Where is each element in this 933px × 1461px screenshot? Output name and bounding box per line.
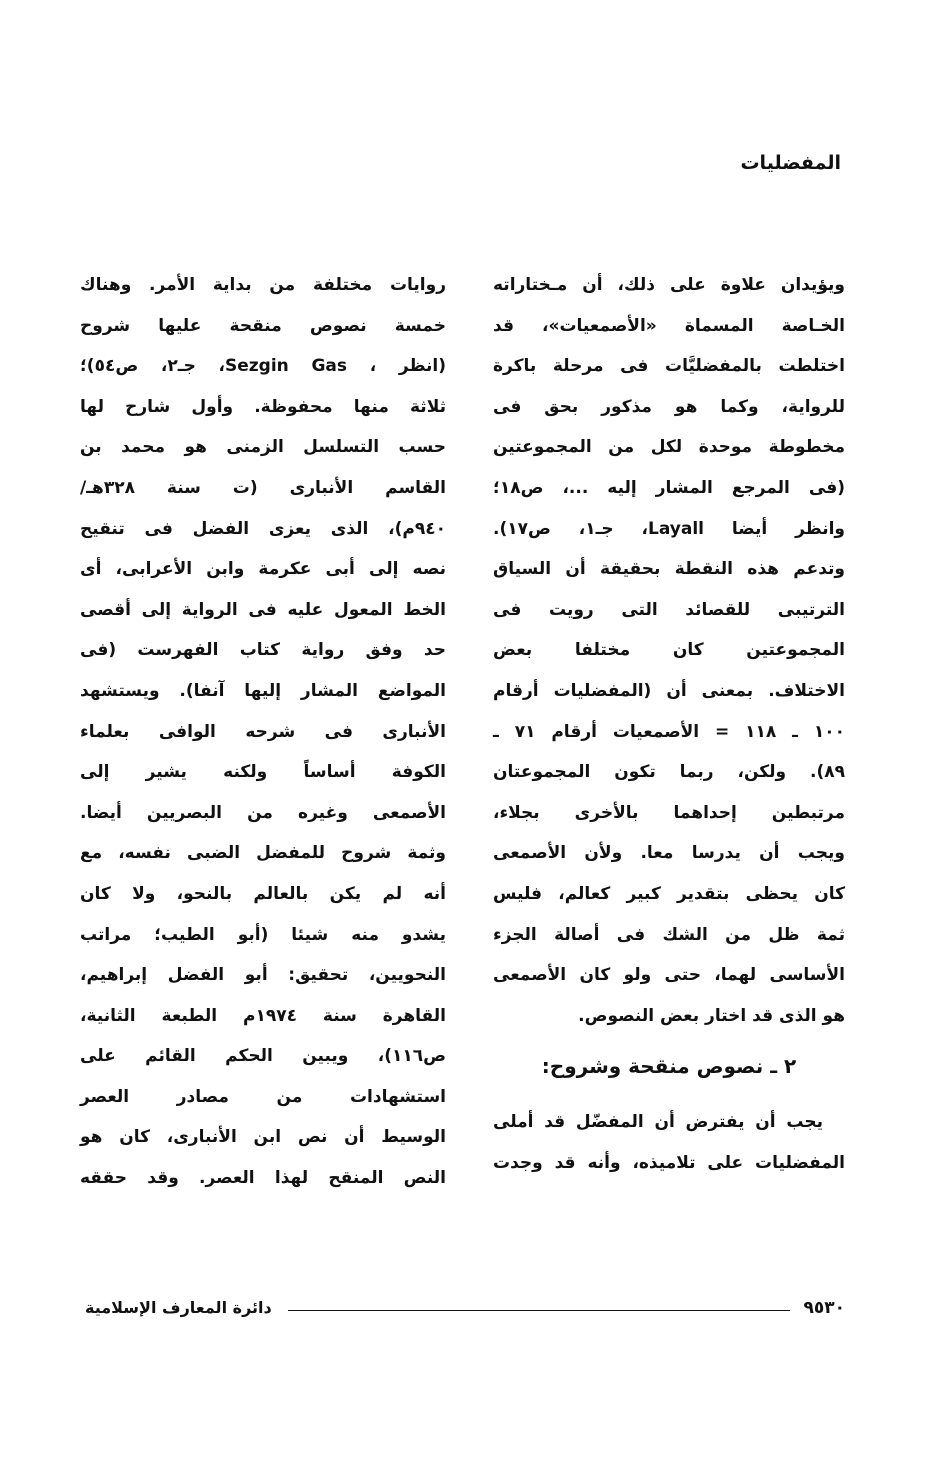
left-column (80, 265, 446, 1199)
text-line: الأنبارى فى شرحه الوافى بعلماء (80, 721, 446, 742)
text-line: الترتيبى للقصائد التى رويت فى (493, 599, 845, 620)
text-line: (انظر ، Sezgin Gas، جـ٢، ص٥٤)؛ (80, 356, 446, 377)
text-line: ٨٩). ولكن، ربما تكون المجموعتان (493, 762, 845, 783)
text-line: المواضع المشار إليها آنفا). ويستشهد (80, 680, 446, 701)
text-line: هو الذى قد اختار بعض النصوص. (578, 1005, 845, 1026)
paragraph-1 (493, 265, 845, 1036)
text-line: القاهرة سنة ١٩٧٤م الطبعة الثانية، (80, 1005, 446, 1026)
text-line: ثمة ظل من الشك فى أصالة الجزء (493, 924, 845, 945)
text-line: الخـاصة المسماة «الأصمعيات»، قد (493, 315, 845, 336)
text-line: ويؤيدان علاوة على ذلك، أن مـختاراته (493, 275, 845, 295)
text-line: خمسة نصوص منقحة عليها شروح (80, 315, 446, 336)
paragraph-left (80, 265, 446, 1199)
text-line: المجموعتين كان مختلفا بعض (493, 640, 845, 661)
journal-title: دائرة المعارف الإسلامية (85, 1298, 272, 1317)
text-line: الأساسى لهما، حتى ولو كان الأصمعى (493, 965, 845, 986)
text-line: مخطوطة موحدة لكل من المجموعتين (493, 437, 845, 458)
text-line: الخط المعول عليه فى الرواية إلى أقصى (80, 599, 446, 620)
text-line: يجب أن يفترض أن المفضّل قد أملى (493, 1112, 823, 1133)
running-head: المفضليات (740, 152, 841, 174)
text-line: يشدو منه شيئا (أبو الطيب؛ مراتب (80, 924, 446, 945)
text-line: وانظر أيضا Layall، جـ١، ص١٧). (493, 518, 845, 539)
right-column (493, 265, 845, 1183)
text-line: ١٠٠ ـ ١١٨ = الأصمعيات أرقام ٧١ ـ (493, 721, 845, 742)
text-line: (فى المرجع المشار إليه ...، ص١٨؛ (493, 477, 845, 498)
text-line: النحويين، تحقيق: أبو الفضل إبراهيم، (80, 965, 446, 986)
section-heading: ٢ ـ نصوص منقحة وشروح: (541, 1054, 797, 1079)
text-line: الاختلاف. بمعنى أن (المفضليات أرقام (493, 680, 845, 701)
text-line: اختلطت بالمفضليَّات فى مرحلة باكرة (493, 356, 845, 377)
text-line: استشهادات من مصادر العصر (80, 1086, 446, 1107)
text-line: حد وفق رواية كتاب الفهرست (فى (80, 640, 446, 661)
text-line: روايات مختلفة من بداية الأمر. وهناك (80, 275, 446, 295)
text-line: القاسم الأنبارى (ت سنة ٣٢٨هـ/ (80, 477, 446, 498)
text-line: وتدعم هذه النقطة بحقيقة أن السياق (493, 559, 845, 580)
page-footer (85, 1298, 845, 1322)
text-line: حسب التسلسل الزمنى هو محمد بن (80, 437, 446, 458)
text-line: ثلاثة منها محفوظة. وأول شارح لها (80, 396, 446, 417)
text-line: الوسيط أن نص ابن الأنبارى، كان هو (80, 1127, 446, 1148)
paragraph-2 (493, 1102, 845, 1183)
text-line: ٩٤٠م)، الذى يعزى الفضل فى تنقيح (80, 518, 446, 539)
text-line: كان يحظى بتقدير كبير كعالم، فليس (493, 883, 845, 904)
text-line: ص١١٦)، ويبين الحكم القائم على (80, 1046, 446, 1067)
text-line: نصه إلى أبى عكرمة وابن الأعرابى، أى (80, 559, 446, 580)
text-line: وثمة شروح للمفضل الضبى نفسه، مع (80, 843, 446, 864)
page-number: ٩٥٣٠ (803, 1298, 845, 1318)
text-line: المفضليات على تلاميذه، وأنه قد وجدت (493, 1152, 845, 1173)
text-line: مرتبطين إحداهما بالأخرى بجلاء، (493, 802, 845, 823)
text-line: الأصمعى وغيره من البصريين أيضا. (80, 802, 446, 823)
footer-rule (288, 1310, 790, 1311)
text-line: أنه لم يكن بالعالم بالنحو، ولا كان (80, 883, 446, 904)
text-line: ويجب أن يدرسا معا. ولأن الأصمعى (493, 843, 845, 864)
text-line: للرواية، وكما هو مذكور بحق فى (493, 396, 845, 417)
text-line: الكوفة أساساً ولكنه يشير إلى (80, 762, 446, 783)
text-line: النص المنقح لهذا العصر. وقد حققه (80, 1168, 446, 1189)
